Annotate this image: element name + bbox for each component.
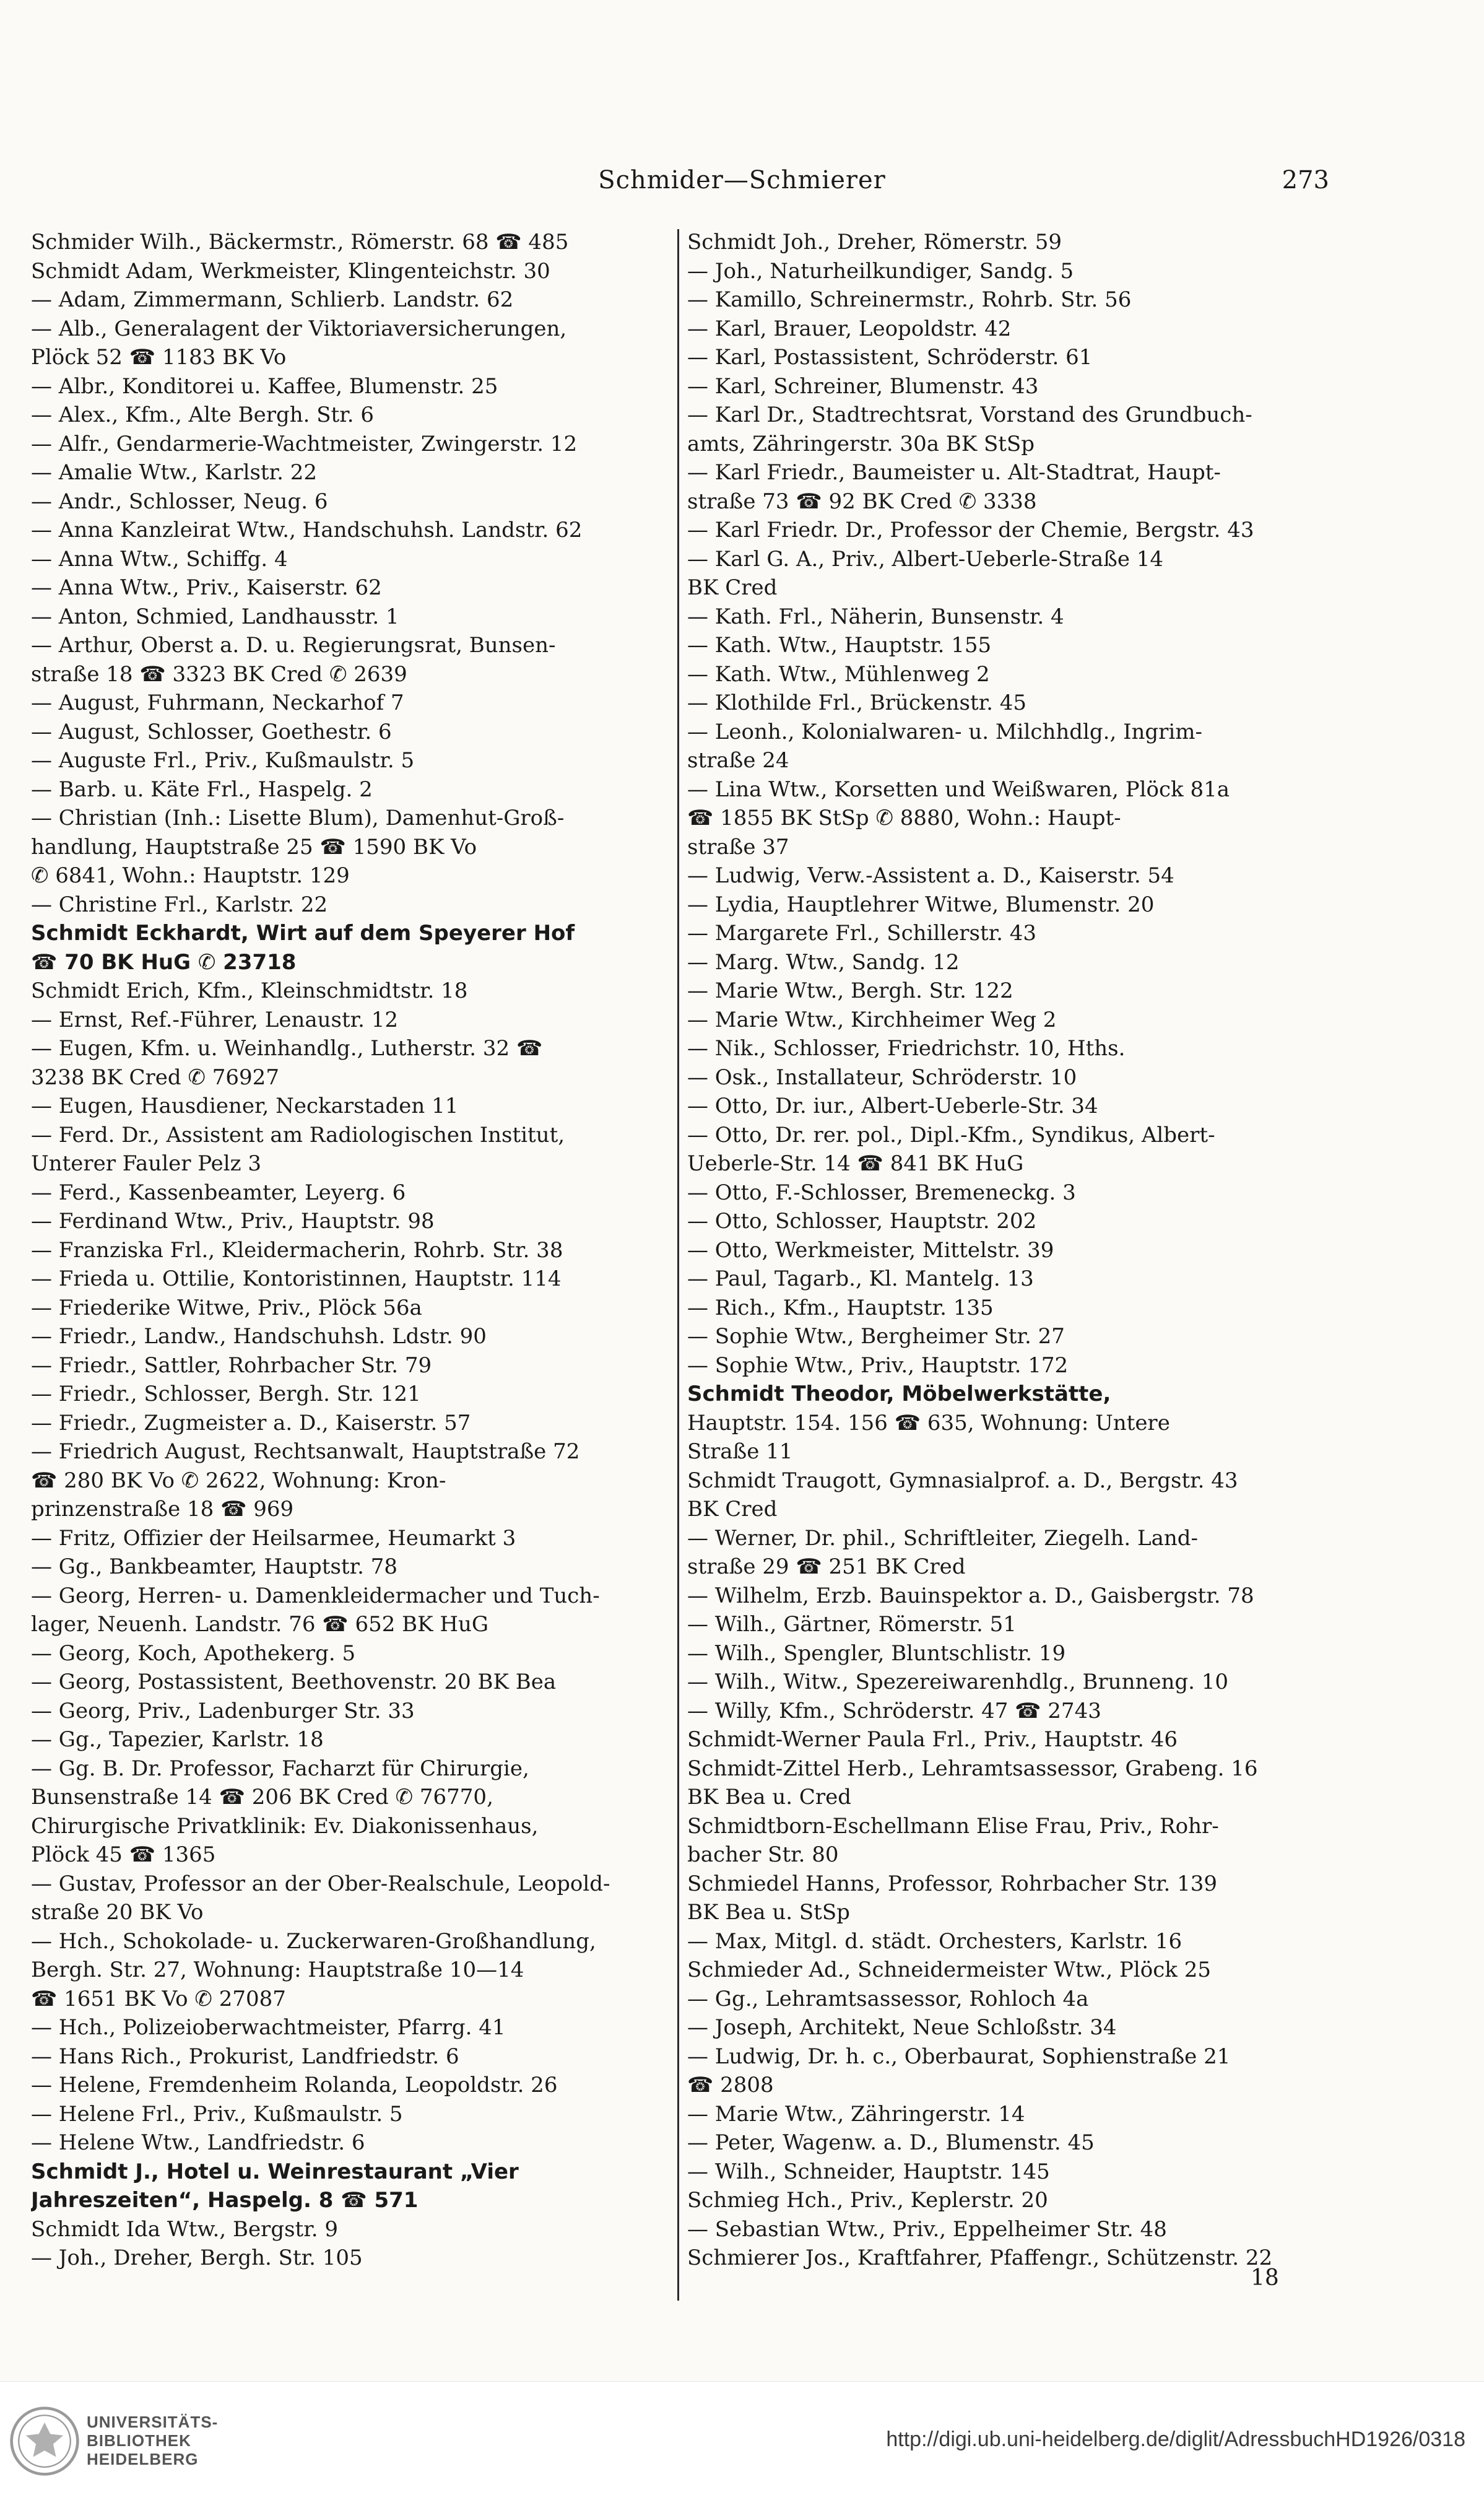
directory-entry: straße 73 ☎ 92 BK Cred ✆ 3338	[687, 489, 1037, 514]
directory-entry: — Friedr., Schlosser, Bergh. Str. 121	[31, 1382, 421, 1406]
directory-entry: — Otto, Dr. iur., Albert-Ueberle-Str. 34	[687, 1094, 1098, 1118]
directory-entry: — Osk., Installateur, Schröderstr. 10	[687, 1065, 1077, 1090]
directory-entry: handlung, Hauptstraße 25 ☎ 1590 BK Vo	[31, 834, 477, 860]
directory-entry: — Sebastian Wtw., Priv., Eppelheimer Str. 48	[687, 2216, 1167, 2242]
library-name	[87, 2413, 218, 2468]
directory-entry: Schmieder Ad., Schneidermeister Wtw., Plöck 25	[687, 1958, 1211, 1982]
directory-entry: — Karl Dr., Stadtrechtsrat, Vorstand des Grundbuch-	[687, 403, 1252, 427]
directory-entry: BK Bea u. Cred	[687, 1785, 852, 1810]
directory-entry: — Max, Mitgl. d. städt. Orchesters, Karlstr. 16	[687, 1928, 1182, 1954]
directory-entry: — Kath. Wtw., Mühlenweg 2	[687, 661, 990, 687]
directory-entry: ✆ 6841, Wohn.: Hauptstr. 129	[31, 863, 350, 888]
directory-entry: — Georg, Koch, Apothekerg. 5	[31, 1640, 356, 1666]
directory-entry: straße 24	[687, 748, 789, 773]
directory-entry: Schmidt Traugott, Gymnasialprof. a. D., Bergstr. 43	[687, 1468, 1238, 1493]
directory-entry: — Ferd., Kassenbeamter, Leyerg. 6	[31, 1180, 406, 1205]
directory-entry: — Nik., Schlosser, Friedrichstr. 10, Hths.	[687, 1036, 1126, 1061]
directory-entry: — Willy, Kfm., Schröderstr. 47 ☎ 2743	[687, 1698, 1101, 1723]
directory-entry: — Karl, Schreiner, Blumenstr. 43	[687, 373, 1039, 399]
directory-entry: — Georg, Herren- u. Damenkleidermacher und Tuch-	[31, 1583, 600, 1608]
directory-entry: — August, Fuhrmann, Neckarhof 7	[31, 690, 404, 715]
directory-entry: — Georg, Priv., Ladenburger Str. 33	[31, 1698, 415, 1723]
directory-entry: — Wilh., Spengler, Bluntschlistr. 19	[687, 1640, 1066, 1666]
directory-entry: — Joh., Dreher, Bergh. Str. 105	[31, 2245, 363, 2270]
directory-entry: — Adam, Zimmermann, Schlierb. Landstr. 62	[31, 287, 514, 312]
directory-entry: Schmidt-Zittel Herb., Lehramtsassessor, Grabeng. 16	[687, 1756, 1258, 1781]
directory-entry: — Karl, Brauer, Leopoldstr. 42	[687, 316, 1012, 341]
directory-entry: Schmidt Eckhardt, Wirt auf dem Speyerer Hof	[31, 921, 575, 946]
library-name-line: UNIVERSITÄTS-	[87, 2413, 219, 2431]
directory-entry: — Andr., Schlosser, Neug. 6	[31, 489, 328, 514]
footer-bar	[0, 2381, 1484, 2500]
directory-entry: — Lydia, Hauptlehrer Witwe, Blumenstr. 20	[687, 892, 1155, 917]
signature-mark: 18	[1251, 2265, 1279, 2291]
directory-entry: prinzenstraße 18 ☎ 969	[31, 1497, 294, 1522]
directory-entry: — August, Schlosser, Goethestr. 6	[31, 719, 392, 744]
directory-entry: Schmidt Erich, Kfm., Kleinschmidtstr. 18	[31, 978, 468, 1003]
directory-entry: Schmidt Adam, Werkmeister, Klingenteichstr. 30	[31, 258, 550, 284]
directory-entry: Schmierer Jos., Kraftfahrer, Pfaffengr., Schützenstr. 22	[687, 2245, 1273, 2270]
directory-entry: Schmieg Hch., Priv., Keplerstr. 20	[687, 2188, 1048, 2213]
directory-entry: — Gg., Lehramtsassessor, Rohloch 4a	[687, 1986, 1089, 2011]
directory-entry: — Friedr., Zugmeister a. D., Kaiserstr. 57	[31, 1410, 471, 1435]
directory-entry: — Friedr., Sattler, Rohrbacher Str. 79	[31, 1352, 432, 1378]
directory-entry: — Wilh., Witw., Spezereiwarenhdlg., Brunneng. 10	[687, 1670, 1229, 1694]
directory-entry: — Otto, Schlosser, Hauptstr. 202	[687, 1209, 1037, 1234]
column-divider	[677, 229, 679, 2301]
directory-entry: — Ludwig, Dr. h. c., Oberbaurat, Sophienstraße 21	[687, 2044, 1231, 2069]
directory-entry: Schmiedel Hanns, Professor, Rohrbacher Str. 139	[687, 1871, 1217, 1896]
library-name-line: HEIDELBERG	[87, 2450, 199, 2468]
directory-entry: Schmidt Ida Wtw., Bergstr. 9	[31, 2216, 338, 2242]
directory-entry: — Wilh., Schneider, Hauptstr. 145	[687, 2159, 1050, 2184]
directory-entry: BK Bea u. StSp	[687, 1900, 850, 1925]
left-column	[31, 228, 662, 2273]
directory-entry: — Anton, Schmied, Landhausstr. 1	[31, 604, 399, 629]
directory-entry: straße 29 ☎ 251 BK Cred	[687, 1554, 966, 1579]
university-seal-icon	[9, 2405, 80, 2477]
page-header	[0, 166, 1484, 203]
directory-entry: Schmidt-Werner Paula Frl., Priv., Hauptstr. 46	[687, 1727, 1178, 1752]
directory-entry: Unterer Fauler Pelz 3	[31, 1151, 261, 1176]
directory-entry: 3238 BK Cred ✆ 76927	[31, 1065, 279, 1090]
directory-entry: straße 37	[687, 834, 789, 860]
directory-entry: — Ferdinand Wtw., Priv., Hauptstr. 98	[31, 1209, 435, 1234]
directory-entry: Plöck 52 ☎ 1183 BK Vo	[31, 345, 287, 370]
directory-entry: — Marie Wtw., Bergh. Str. 122	[687, 978, 1013, 1003]
directory-entry: — Alex., Kfm., Alte Bergh. Str. 6	[31, 403, 374, 427]
directory-entry: — Helene, Fremdenheim Rolanda, Leopoldstr. 26	[31, 2073, 558, 2097]
directory-entry: — Christine Frl., Karlstr. 22	[31, 892, 328, 917]
directory-entry: — Alfr., Gendarmerie-Wachtmeister, Zwingerstr. 12	[31, 431, 578, 456]
directory-entry: — Anna Wtw., Schiffg. 4	[31, 546, 288, 572]
directory-entry: — Gg., Tapezier, Karlstr. 18	[31, 1727, 324, 1752]
directory-entry: — Ferd. Dr., Assistent am Radiologischen Institut,	[31, 1122, 565, 1148]
directory-entry: Bergh. Str. 27, Wohnung: Hauptstraße 10—14	[31, 1958, 524, 1982]
directory-entry: — Friedrich August, Rechtsanwalt, Hauptstraße 72	[31, 1439, 580, 1464]
directory-entry: — Kath. Wtw., Hauptstr. 155	[687, 633, 992, 658]
directory-entry: — Leonh., Kolonialwaren- u. Milchhdlg., Ingrim-	[687, 719, 1203, 744]
directory-entry: ☎ 1651 BK Vo ✆ 27087	[31, 1986, 286, 2011]
directory-entry: — Franziska Frl., Kleidermacherin, Rohrb. Str. 38	[31, 1237, 563, 1263]
directory-entry: BK Cred	[687, 575, 778, 600]
directory-entry: — Marie Wtw., Zähringerstr. 14	[687, 2101, 1025, 2127]
directory-entry: Hauptstr. 154. 156 ☎ 635, Wohnung: Untere	[687, 1410, 1170, 1435]
directory-entry: — Barb. u. Käte Frl., Haspelg. 2	[31, 777, 373, 802]
directory-entry: — Hch., Schokolade- u. Zuckerwaren-Großhandlung,	[31, 1928, 596, 1954]
page-number: 273	[1282, 166, 1329, 194]
directory-entry: — Ernst, Ref.-Führer, Lenaustr. 12	[31, 1007, 399, 1032]
directory-entry: Plöck 45 ☎ 1365	[31, 1842, 216, 1867]
directory-entry: — Frieda u. Ottilie, Kontoristinnen, Hauptstr. 114	[31, 1266, 562, 1291]
directory-entry: — Karl Friedr. Dr., Professor der Chemie, Bergstr. 43	[687, 518, 1254, 542]
directory-entry: ☎ 280 BK Vo ✆ 2622, Wohnung: Kron-	[31, 1468, 446, 1493]
library-name-line: BIBLIOTHEK	[87, 2431, 191, 2450]
directory-entry: — Fritz, Offizier der Heilsarmee, Heumarkt 3	[31, 1525, 516, 1551]
directory-entry: — Margarete Frl., Schillerstr. 43	[687, 921, 1037, 946]
directory-entry: Bunsenstraße 14 ☎ 206 BK Cred ✆ 76770,	[31, 1785, 493, 1810]
directory-entry: Chirurgische Privatklinik: Ev. Diakonissenhaus,	[31, 1813, 539, 1839]
directory-entry: — Sophie Wtw., Priv., Hauptstr. 172	[687, 1352, 1069, 1378]
directory-entry: — Georg, Postassistent, Beethovenstr. 20 BK Bea	[31, 1670, 557, 1694]
directory-entry: — Karl, Postassistent, Schröderstr. 61	[687, 345, 1093, 370]
directory-entry: lager, Neuenh. Landstr. 76 ☎ 652 BK HuG	[31, 1612, 489, 1637]
directory-entry: — Auguste Frl., Priv., Kußmaulstr. 5	[31, 748, 415, 773]
directory-entry: — Peter, Wagenw. a. D., Blumenstr. 45	[687, 2130, 1095, 2155]
directory-entry: Ueberle-Str. 14 ☎ 841 BK HuG	[687, 1151, 1024, 1176]
directory-entry: Schmidt Theodor, Möbelwerkstätte,	[687, 1382, 1111, 1406]
directory-entry: Schmidt Joh., Dreher, Römerstr. 59	[687, 230, 1062, 255]
directory-entry: — Rich., Kfm., Hauptstr. 135	[687, 1295, 994, 1320]
directory-entry: — Kamillo, Schreinermstr., Rohrb. Str. 56	[687, 287, 1132, 312]
directory-entry: — Marie Wtw., Kirchheimer Weg 2	[687, 1007, 1057, 1032]
directory-entry: ☎ 2808	[687, 2073, 774, 2097]
directory-entry: — Eugen, Hausdiener, Neckarstaden 11	[31, 1094, 459, 1118]
directory-entry: ☎ 70 BK HuG ✆ 23718	[31, 949, 297, 975]
directory-entry: — Karl Friedr., Baumeister u. Alt-Stadtrat, Haupt-	[687, 460, 1221, 485]
directory-entry: — Hch., Polizeioberwachtmeister, Pfarrg. 41	[31, 2015, 506, 2040]
directory-entry: — Wilhelm, Erzb. Bauinspektor a. D., Gaisbergstr. 78	[687, 1583, 1254, 1608]
directory-entry: — Gustav, Professor an der Ober-Realschule, Leopold-	[31, 1871, 610, 1896]
directory-entry: — Albr., Konditorei u. Kaffee, Blumenstr. 25	[31, 373, 498, 399]
directory-entry: BK Cred	[687, 1497, 778, 1522]
directory-entry: — Joh., Naturheilkundiger, Sandg. 5	[687, 258, 1074, 284]
directory-entry: straße 20 BK Vo	[31, 1900, 204, 1925]
directory-entry: straße 18 ☎ 3323 BK Cred ✆ 2639	[31, 661, 407, 687]
directory-entry: — Klothilde Frl., Brückenstr. 45	[687, 690, 1027, 715]
directory-entry: Straße 11	[687, 1439, 793, 1464]
directory-entry: — Gg., Bankbeamter, Hauptstr. 78	[31, 1554, 397, 1579]
directory-entry: — Otto, F.-Schlosser, Bremeneckg. 3	[687, 1180, 1076, 1205]
directory-entry: — Kath. Frl., Näherin, Bunsenstr. 4	[687, 604, 1064, 629]
directory-entry: — Hans Rich., Prokurist, Landfriedstr. 6	[31, 2044, 459, 2069]
directory-entry: — Alb., Generalagent der Viktoriaversicherungen,	[31, 316, 567, 341]
directory-entry: — Arthur, Oberst a. D. u. Regierungsrat, Bunsen-	[31, 633, 556, 658]
directory-entry: — Helene Frl., Priv., Kußmaulstr. 5	[31, 2101, 403, 2127]
directory-entry: — Karl G. A., Priv., Albert-Ueberle-Straße 14	[687, 546, 1164, 572]
directory-entry: — Sophie Wtw., Bergheimer Str. 27	[687, 1324, 1065, 1349]
running-head: Schmider—Schmierer	[598, 166, 886, 194]
source-url[interactable]: http://digi.ub.uni-heidelberg.de/diglit/AdressbuchHD1926/0318	[886, 2428, 1465, 2451]
directory-entry: — Marg. Wtw., Sandg. 12	[687, 949, 960, 975]
directory-entry: — Wilh., Gärtner, Römerstr. 51	[687, 1612, 1017, 1637]
directory-entry: Schmidtborn-Eschellmann Elise Frau, Priv., Rohr-	[687, 1813, 1219, 1839]
directory-entry: — Werner, Dr. phil., Schriftleiter, Ziegelh. Land-	[687, 1525, 1199, 1551]
directory-entry: — Anna Wtw., Priv., Kaiserstr. 62	[31, 575, 382, 600]
directory-entry: Jahreszeiten“, Haspelg. 8 ☎ 571	[31, 2188, 419, 2213]
directory-entry: — Friederike Witwe, Priv., Plöck 56a	[31, 1295, 422, 1320]
directory-entry: — Helene Wtw., Landfriedstr. 6	[31, 2130, 365, 2155]
directory-entry: — Joseph, Architekt, Neue Schloßstr. 34	[687, 2015, 1117, 2040]
directory-entry: — Ludwig, Verw.-Assistent a. D., Kaiserstr. 54	[687, 863, 1174, 888]
directory-entry: amts, Zähringerstr. 30a BK StSp	[687, 431, 1035, 456]
directory-entry: — Otto, Dr. rer. pol., Dipl.-Kfm., Syndikus, Albert-	[687, 1122, 1215, 1148]
directory-entry: ☎ 1855 BK StSp ✆ 8880, Wohn.: Haupt-	[687, 806, 1121, 830]
directory-entry: — Anna Kanzleirat Wtw., Handschuhsh. Landstr. 62	[31, 518, 583, 542]
directory-entry: — Friedr., Landw., Handschuhsh. Ldstr. 90	[31, 1324, 487, 1349]
directory-entry: Schmidt J., Hotel u. Weinrestaurant „Vier	[31, 2159, 519, 2184]
directory-entry: Schmider Wilh., Bäckermstr., Römerstr. 68 ☎ 485	[31, 230, 569, 255]
directory-entry: bacher Str. 80	[687, 1842, 839, 1867]
directory-entry: — Gg. B. Dr. Professor, Facharzt für Chirurgie,	[31, 1756, 529, 1781]
directory-entry: — Christian (Inh.: Lisette Blum), Damenhut-Groß-	[31, 806, 565, 830]
directory-entry: — Eugen, Kfm. u. Weinhandlg., Lutherstr. 32 ☎	[31, 1036, 543, 1061]
right-column	[687, 228, 1399, 2273]
directory-entry: — Paul, Tagarb., Kl. Mantelg. 13	[687, 1266, 1034, 1291]
directory-entry: — Amalie Wtw., Karlstr. 22	[31, 460, 317, 485]
directory-entry: — Lina Wtw., Korsetten und Weißwaren, Plöck 81a	[687, 777, 1230, 802]
directory-entry: — Otto, Werkmeister, Mittelstr. 39	[687, 1237, 1054, 1263]
